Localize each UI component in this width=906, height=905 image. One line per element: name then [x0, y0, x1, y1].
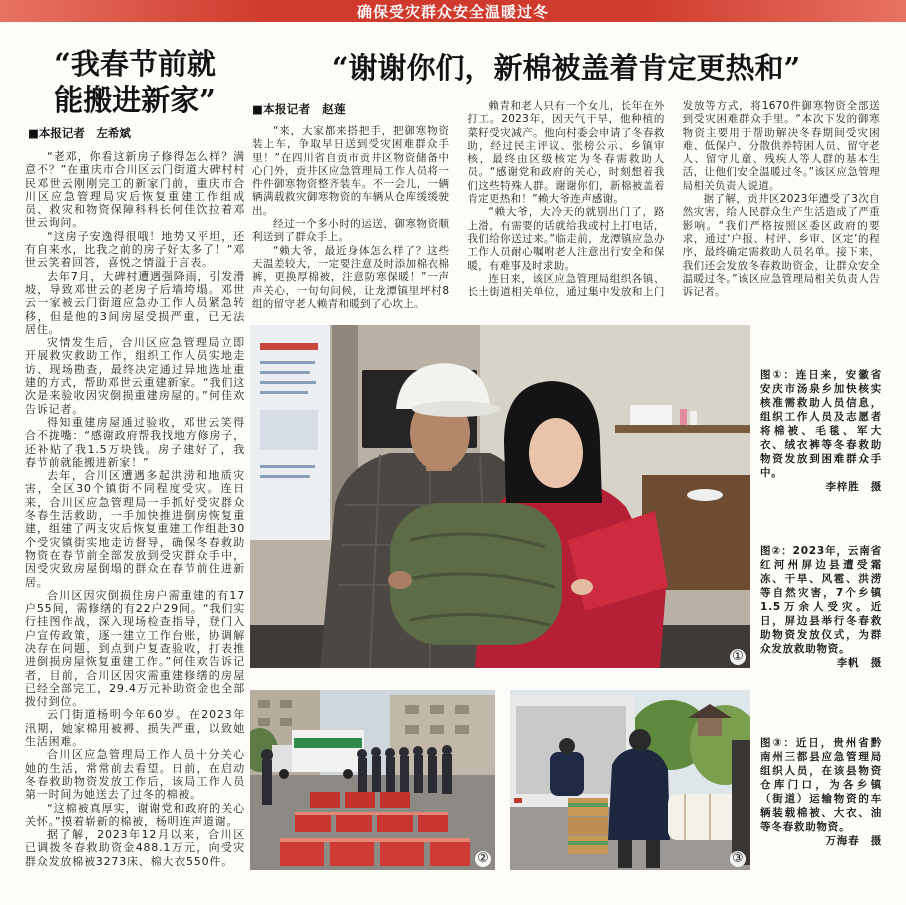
photo-number-marker: ②	[475, 851, 491, 867]
paragraph: 云门街道杨明今年60岁。在2023年汛期，她家棉用被褥、损失严重，以致她生活困难。	[25, 708, 245, 749]
photo2-window	[430, 725, 444, 734]
photo3-box-label	[568, 841, 608, 845]
photo2-truck-wheel	[279, 769, 289, 779]
photo2-truck-banner	[294, 738, 362, 748]
photo2-window	[455, 705, 469, 714]
photo2-truck-box	[292, 730, 364, 772]
paragraph: 赖青和老人只有一个女儿，长年在外打工。2023年，因天气干旱，他种植的菜籽受灾减产。他向村委会申请了冬春救助，经过民主评议、张榜公示、乡镇审核，最终由区级核定为冬春需救助人员。“感谢党和政府的关心，时刻想着我们这些特殊人群。谢谢你们，新棉被盖着肯定更热和！”赖大爷连声感谢。	[467, 100, 665, 206]
headline-line: “我春节前就	[54, 47, 216, 81]
photo2-red-box	[380, 792, 410, 808]
photo2-window	[405, 725, 419, 734]
paragraph: “这房子安逸得很哦！地势又平坦，还有自来水，比我之前的房子好太多了！”邓世云笑着回答，喜悦之情溢于言表。	[25, 229, 245, 270]
photo2-window	[405, 705, 419, 714]
photo3-worker-left-head	[559, 738, 575, 754]
photo1-router	[630, 405, 672, 425]
paragraph: 得知重建房屋通过验收，邓世云笑得合不拢嘴：“感谢政府帮我找地方修房子，还补贴了我1.5万块钱。房子建好了，我春节前就能搬进新家！”	[25, 415, 245, 469]
photo2-window	[455, 725, 469, 734]
photo-credit: 万海春 摄	[825, 835, 882, 847]
photo2-red-box	[380, 838, 424, 866]
photo2-person-head	[442, 745, 452, 755]
photo2-window	[280, 700, 292, 708]
photo2-person-head	[413, 746, 423, 756]
photo3-person-right	[732, 740, 750, 865]
photo1-poster-line	[260, 391, 308, 394]
paragraph: 去年7月，大碑村遭遇强降雨，引发滑坡，导致邓世云的老房子后墙垮塌。邓世云一家被云门街道应急办工作人员紧急转移，但是他的3间房屋受损严重，已无法居住。	[25, 269, 245, 336]
paragraph: “赖大爷，大冷天的就别出门了，路上滑，有需要的话就给我或村上打电话，我们给你送过来。”临走前，龙潭镇应急办工作人员耐心嘱咐老人注意出行安全和保暖，有难事及时求助。	[467, 206, 665, 272]
photo2-window	[430, 705, 444, 714]
paragraph: 合川区因灾倒损住房户需重建的有17户55间，需修缮的有22户29间。“我们实行挂图作战，深入现场检查指导，登门入户宣传政策，逐一建立工作台账，协调解决存在问题，到点到户复查验收，打表推进倒损房屋恢复重建工作。”何佳欢告诉记者，目前，合川区因灾需重建修缮的房屋已经全部完工，29.4万元补助资金也全部拨付到位。	[25, 588, 245, 709]
photo1-cap-brim	[412, 401, 500, 417]
photo1-woman-hand	[571, 579, 593, 595]
photo-1	[250, 325, 750, 668]
photo2-person-head	[357, 749, 367, 759]
right-article-byline: ■本报记者 赵莲	[252, 102, 346, 116]
photo2-red-box	[330, 838, 374, 866]
photo3-worker-legs	[618, 840, 632, 868]
left-article-headline	[30, 46, 240, 118]
caption-text: 图①：连日来，安徽省安庆市汤泉乡加快核实核准需救助人员信息，组织工作人员及志愿者将棉被、毛毯、军大衣、绒衣裤等冬春救助物资发放到困难群众手中。	[760, 369, 882, 479]
photo2-window	[258, 700, 270, 708]
photo1-bowl	[687, 489, 723, 501]
photo-credit: 李帆 摄	[836, 657, 882, 669]
photo1-poster-line	[260, 371, 310, 374]
photo2-person-head	[261, 749, 273, 761]
photo1-man-hand	[388, 571, 412, 589]
right-article-headline: “谢谢你们，新棉被盖着肯定更热和”	[331, 51, 801, 85]
photo2-red-box	[430, 838, 470, 866]
photo2-person	[386, 757, 395, 792]
left-article-byline: ■本报记者 左希斌	[28, 126, 131, 140]
photo-2-image	[250, 690, 495, 870]
photo2-red-box	[280, 838, 324, 866]
photo-3-caption	[760, 736, 882, 848]
photo2-truck-wheel	[343, 769, 353, 779]
paragraph: 连日来，该区应急管理局组织各镇、长土街道相关单位，通过集中发放和上门发放等方式，将1670件御寒物资全部送到受灾困难群众手里。“本次下发的御寒物资主要用于帮助解决冬春期间受灾困难、低保户、分散供养特困人员、留守老人、留守儿童、残疾人等人群的基本生活，让他们安全温暖过冬。”该区应急管理局相关负责人说道。	[467, 100, 880, 299]
paragraph: 合川区应急管理局工作人员十分关心她的生活，常常前去看望。日前，在启动冬春救助物资发放工作后，该局工作人员第一时间为她送去了过冬的棉被。	[25, 748, 245, 802]
photo-number-marker: ①	[730, 649, 746, 665]
caption-text: 图②：2023年，云南省红河州屏边县遭受霜冻、干旱、风雹、洪涝等自然灾害，7个乡镇1.5万余人受灾。近日，屏边县举行冬春救助物资发放仪式，为群众发放救助物资。	[760, 545, 882, 655]
photo1-bottle	[690, 411, 697, 425]
paragraph: “来，大家都来搭把手，把御寒物资装上车，争取早日送到受灾困难群众手里！”在四川省自贡市贡井区物资储备中心门外，贡井区应急管理局工作人员将一件件御寒物资整齐装车。不一会儿，一辆辆满载救灾御寒物资的车辆从仓库缓缓驶出。	[252, 125, 450, 217]
photo3-worker-center	[608, 748, 670, 840]
photo3-tail-light	[514, 798, 522, 803]
section-banner	[0, 0, 906, 22]
photo1-poster-block	[260, 410, 318, 450]
paragraph: 据了解，贡井区2023年遭受了3次自然灾害，给人民群众生产生活造成了严重影响。“我们严格按照区委区政府的要求，通过‘户报、村评、乡审、区定’的程序，最终确定需救助人员名单。接下来，我们还会发放冬春救助资金，让群众安全温暖过冬。”该区应急管理局相关负责人告诉记者。	[682, 193, 880, 299]
photo1-poster-line	[260, 475, 310, 478]
photo3-box-label	[568, 803, 608, 807]
photo1-shelf	[615, 425, 750, 433]
photo2-person	[414, 755, 423, 793]
photo2-person-head	[427, 747, 437, 757]
paragraph: “赖大爷，最近身体怎么样了？这些天温差较大，一定要注意及时添加棉衣棉裤，更换厚棉被，注意防寒保暖！”一声声关心，一句句问候，让龙潭镇里坪村8组的留守老人赖青和暖到了心坎上。	[252, 244, 450, 310]
photo2-red-box	[310, 792, 340, 808]
photo2-box-top	[280, 838, 470, 842]
paragraph: 据了解，2023年12月以来，合川区已调拨冬春救助资金488.1万元，向受灾群众发放棉被3273床、棉大衣550件。	[25, 828, 245, 868]
photo1-bottle	[680, 409, 687, 425]
photo1-woman-face	[529, 418, 583, 488]
photo-2	[250, 690, 495, 870]
photo1-poster-line	[260, 381, 316, 384]
photo2-person	[358, 758, 367, 792]
photo-1-caption	[760, 368, 882, 494]
photo2-box-top	[295, 812, 448, 815]
right-article-body	[252, 100, 880, 312]
paragraph: “这棉被真厚实，谢谢党和政府的关心关怀。”摸着崭新的棉被，杨明连声道谢。	[25, 801, 245, 828]
photo-2-caption	[760, 544, 882, 670]
photo2-person-head	[371, 747, 381, 757]
photo-credit: 李梓胜 摄	[825, 481, 882, 493]
left-article-body	[25, 150, 245, 895]
photo-1-image	[250, 325, 750, 668]
caption-text: 图③：近日，贵州省黔南州三都县应急管理局组织人员，在该县物资仓库门口，为各乡镇（街道）运输物资的车辆装载棉被、大衣、油等冬春救助物资。	[760, 737, 882, 833]
photo2-person	[262, 760, 272, 805]
photo1-poster-line	[260, 361, 315, 364]
photo-3	[510, 690, 750, 870]
photo3-cardboard-box	[568, 817, 608, 835]
photo3-pagoda	[698, 718, 722, 736]
photo1-poster-line	[260, 465, 315, 468]
photo2-person	[442, 754, 452, 794]
photo3-worker-left	[550, 752, 584, 796]
photo2-truck-cab	[272, 745, 294, 772]
photo2-red-box	[345, 792, 375, 808]
photo2-window	[280, 718, 292, 726]
photo3-worker-legs	[646, 840, 660, 868]
paragraph: 去年，合川区遭遇多起洪涝和地质灾害，全区30个镇街不同程度受灾。连日来，合川区应急管理局一手抓好受灾群众冬春生活救助，一手加快推进倒房恢复重建，组建了两支灾后恢复重建工作组赴30个受灾镇街实地走访督导，确保冬春救助物资在春节前全部发放到受灾群众手中，因受灾致房屋倒塌的群众在春节前住进新居。	[25, 469, 245, 589]
photo2-person	[400, 756, 409, 792]
photo2-person	[428, 756, 437, 793]
paragraph: 经过一个多小时的运送，御寒物资顺利送到了群众手上。	[252, 218, 450, 244]
paragraph: 灾情发生后，合川区应急管理局立即开展救灾救助工作，组织工作人员实地走访、现场勘查，最终决定通过异地选址重建的方式，帮助邓世云重建新家。“我们这次是来验收因灾倒损重建房屋的。”何佳欢告诉记者。	[25, 336, 245, 416]
paragraph: “老邓，你看这新房子修得怎么样？满意不？”在重庆市合川区云门街道大碑村村民邓世云刚刚完工的新家门前，重庆市合川区应急管理局灾后恢复重建工作组成员、救灾和物资保障科科长何佳饮拉着邓世云询问。	[25, 150, 245, 230]
headline-line: 能搬进新家”	[54, 83, 216, 117]
banner-title: 确保受灾群众安全温暖过冬	[356, 2, 549, 21]
photo3-worker-center-head	[629, 729, 651, 751]
photo-number-marker: ③	[730, 851, 746, 867]
photo2-person	[372, 756, 381, 792]
photo2-person-head	[399, 747, 409, 757]
photo1-poster-title	[260, 343, 318, 350]
photo-3-image	[510, 690, 750, 870]
photo2-person-head	[385, 748, 395, 758]
photo2-window	[258, 718, 270, 726]
